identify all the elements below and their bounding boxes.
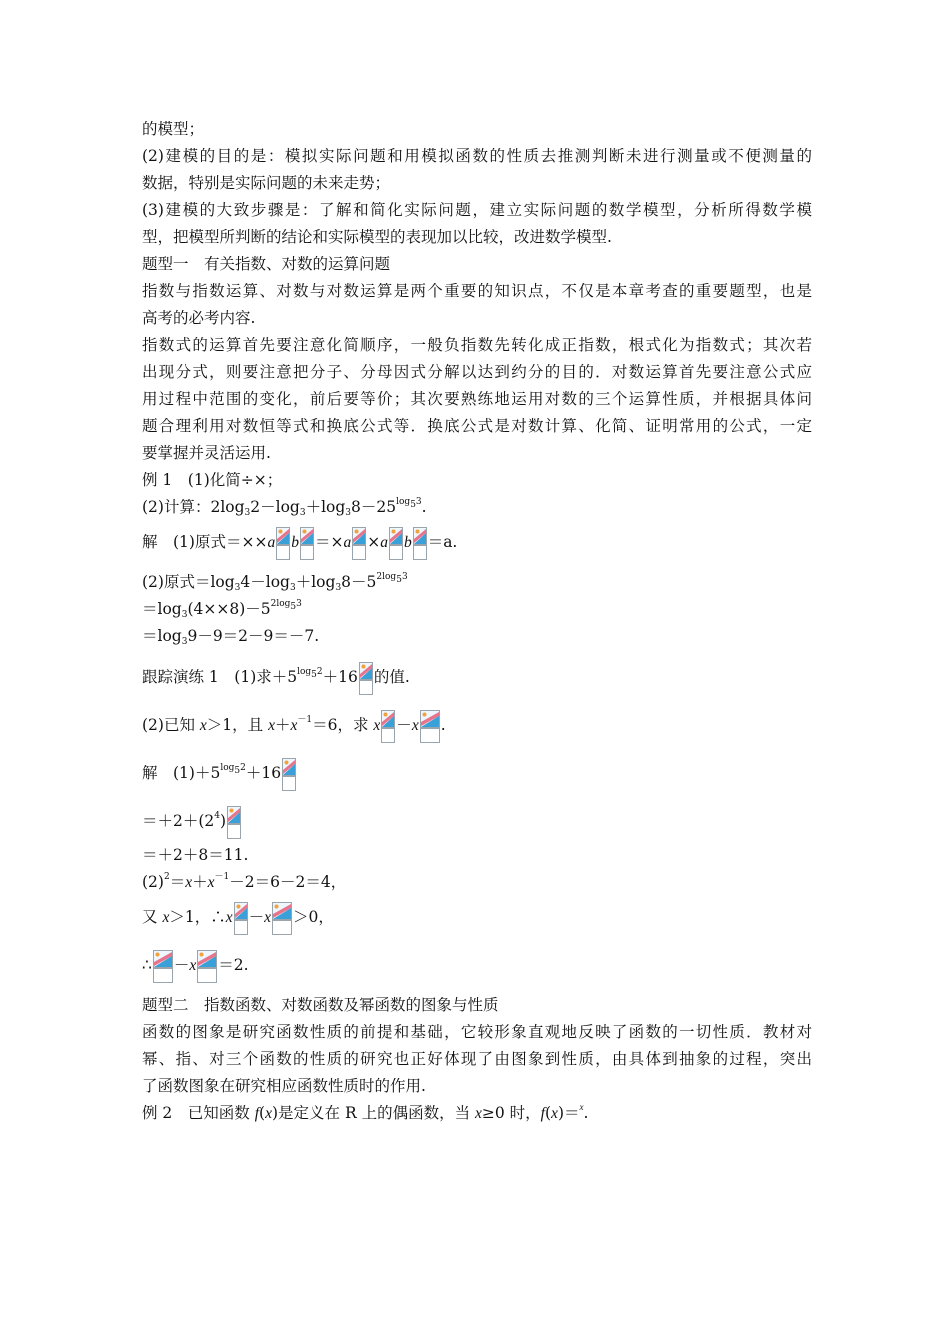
solution-line: $=+2+(2^4)$ (142, 800, 812, 842)
formula-image-icon (389, 527, 403, 561)
formula-image-icon (234, 902, 248, 936)
section-heading: 题型一 有关指数、对数的运算问题 (142, 255, 391, 273)
practice-1-part-2: (2)已知 x＞1，且 $x+x^{-1}=6$，求 x －x . (142, 704, 812, 746)
formula-image-icon (352, 527, 366, 561)
formula-image-icon (197, 950, 217, 984)
formula-image-icon (227, 806, 241, 840)
text-line: (2)建模的目的是：模拟实际问题和用模拟函数的性质去推测判断未进行测量或不便测量的 (142, 147, 812, 165)
text-line: 数据，特别是实际问题的未来走势； (142, 174, 391, 192)
text-line: 的模型； (142, 120, 205, 138)
formula-image-icon (413, 527, 427, 561)
solution-line: ＝＋2＋8＝11. (142, 846, 249, 864)
text-line: 了函数图象在研究相应函数性质时的作用. (142, 1077, 426, 1095)
formula-image-icon (381, 710, 395, 744)
text-line: 函数的图象是研究函数性质的前提和基础，它较形象直观地反映了函数的一切性质．教材对 (142, 1023, 812, 1041)
solution-line: 又 x＞1，∴x －x ＞0， (142, 896, 812, 938)
formula-image-icon (282, 758, 296, 792)
formula-image-icon (300, 527, 314, 561)
text-line: 型，把模型所判断的结论和实际模型的表现加以比较，改进数学模型. (142, 228, 612, 246)
example-1-title: 例 1 (1)化简÷×； (142, 471, 283, 489)
text-line: 幂、指、对三个函数的性质的研究也正好体现了由图象到性质，由具体到抽象的过程，突出 (142, 1050, 812, 1068)
solution-line: ∴ －x ＝2. (142, 944, 812, 986)
solution-line: $=\log_39-9=2-9=-7$. (142, 627, 320, 647)
example-2-title: 例 2 已知函数 f(x)是定义在 R 上的偶函数，当 x≥0 时，f(x)＝$^x$. (142, 1102, 589, 1122)
formula-image-icon (276, 527, 290, 561)
solution-line: (2)原式$=\log_34-\log_3+\log_38-5^{2log_53}$ (142, 572, 408, 593)
formula-image-icon (153, 950, 173, 984)
practice-1-part-1: 跟踪演练 1 (1)求$+5^{log_52}+16$ 的值. (142, 656, 812, 698)
text-line: 用过程中范围的变化，前后要等价；其次要熟练地运用对数的三个运算性质，并根据具体问 (142, 390, 812, 408)
text-line: (3)建模的大致步骤是：了解和简化实际问题，建立实际问题的数学模型，分析所得数学模 (142, 201, 812, 219)
formula-image-icon (420, 710, 440, 744)
solution-line: $(2)^2=x+x^{-1}-2=6-2=4$， (142, 872, 347, 891)
text-line: 出现分式，则要注意把分子、分母因式分解以达到约分的目的．对数运算首先要注意公式应 (142, 363, 812, 381)
example-1-part-2: (2)计算：$2\log_32-\log_3+\log_38-25^{log_53}$. (142, 497, 427, 518)
document-page (142, 116, 812, 1127)
formula-image-icon (272, 902, 292, 936)
solution-line: 解 (1)原式＝××a b ＝×a ×a b ＝a. (142, 521, 812, 563)
solution-line: $=\log_3(4\times\times 8)-5^{2log_53}$ (142, 599, 302, 620)
section-heading: 题型二 指数函数、对数函数及幂函数的图象与性质 (142, 996, 499, 1014)
text-line: 指数式的运算首先要注意化简顺序，一般负指数先转化成正指数，根式化为指数式；其次若 (142, 336, 812, 354)
solution-line: 解 $(1)+5^{log_52}+16$ (142, 752, 812, 794)
formula-image-icon (359, 662, 373, 696)
text-line: 指数与指数运算、对数与对数运算是两个重要的知识点，不仅是本章考查的重要题型，也是 (142, 282, 812, 300)
text-line: 高考的必考内容. (142, 309, 256, 327)
text-line: 要掌握并灵活运用. (142, 444, 271, 462)
text-line: 题合理利用对数恒等式和换底公式等．换底公式是对数计算、化简、证明常用的公式，一定 (142, 417, 812, 435)
